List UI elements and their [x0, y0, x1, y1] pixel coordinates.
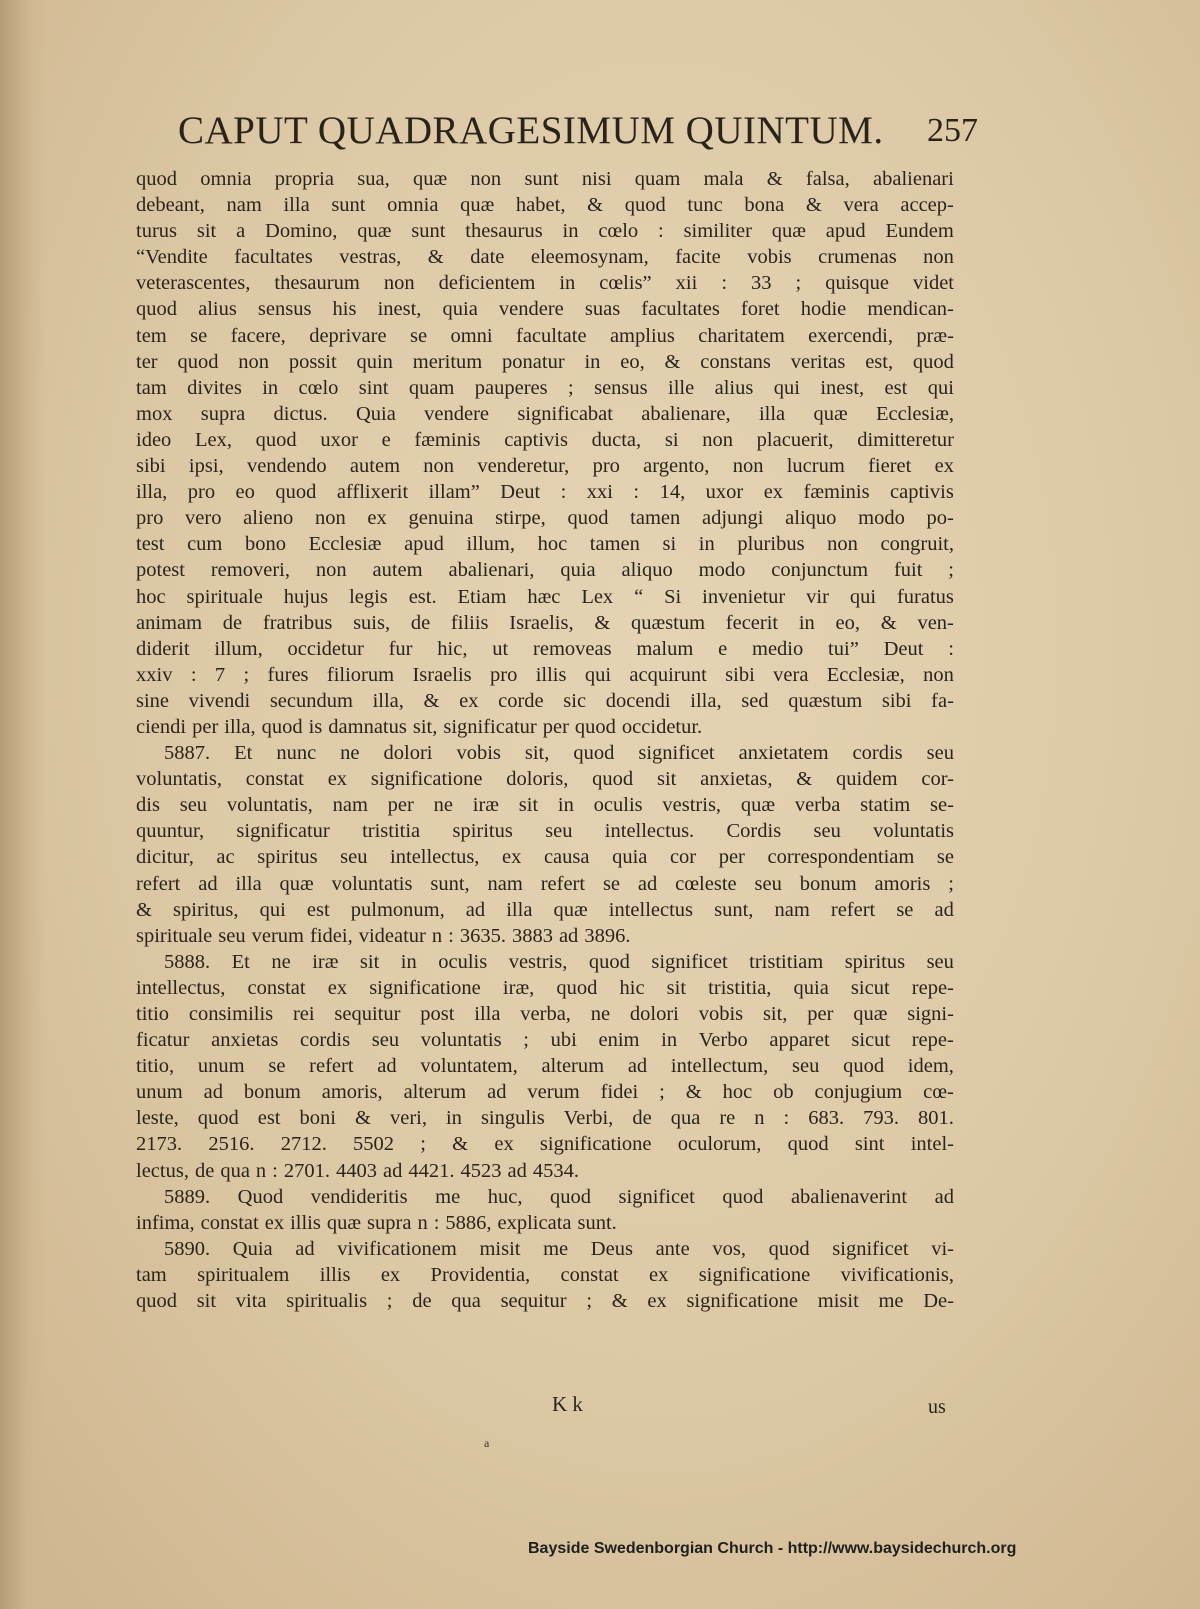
text-line: titio consimilis rei sequitur post illa verba, ne dolori vobis sit, per quæ signi-	[136, 1003, 954, 1025]
text-line: dis seu voluntatis, nam per ne iræ sit in oculis vestris, quæ verba statim se-	[136, 794, 954, 817]
text-line: voluntatis, constat ex significatione doloris, quod sit anxietas, & quidem cor-	[136, 768, 954, 791]
text-line: refert ad illa quæ voluntatis sunt, nam refert se ad cœleste seu bonum amoris ;	[136, 872, 954, 895]
text-line: quod sit vita spiritualis ; de qua sequitur ; & ex significatione misit me De-	[136, 1290, 954, 1313]
text-line: dicitur, ac spiritus seu intellectus, ex causa quia cor per correspondentiam se	[136, 846, 954, 869]
page-number: 257	[927, 112, 978, 149]
text-line: spirituale seu verum fidei, videatur n : 3635. 3883 ad 3896.	[136, 924, 631, 947]
text-line: sibi ipsi, vendendo autem non venderetur, pro argento, non lucrum fieret ex	[136, 455, 954, 478]
source-watermark: Bayside Swedenborgian Church - http://www.baysidechurch.org	[528, 1540, 1017, 1557]
text-line: 5890. Quia ad vivificationem misit me Deus ante vos, quod significet vi-	[164, 1237, 954, 1260]
text-line: hoc spirituale hujus legis est. Etiam hæc Lex “ Si invenietur vir qui furatus	[136, 585, 954, 608]
text-line: “Vendite facultates vestras, & date eleemosynam, facite vobis crumenas non	[136, 246, 954, 269]
printer-mark: a	[484, 1436, 490, 1450]
text-line: diderit illum, occidetur fur hic, ut removeas malum e medio tui” Deut :	[136, 637, 954, 660]
text-line: infima, constat ex illis quæ supra n : 5886, explicata sunt.	[136, 1211, 617, 1234]
signature-mark: K k	[552, 1392, 583, 1416]
text-line: lectus, de qua n : 2701. 4403 ad 4421. 4523 ad 4534.	[136, 1159, 579, 1182]
text-body	[136, 166, 954, 1314]
text-line: titio, unum se refert ad voluntatem, alterum ad intellectum, seu quod idem,	[136, 1055, 954, 1078]
text-line: 5887. Et nunc ne dolori vobis sit, quod significet anxietatem cordis seu	[164, 742, 954, 765]
page-gutter-shadow	[0, 0, 46, 1609]
text-line: quod omnia propria sua, quæ non sunt nisi quam mala & falsa, abalienari	[136, 168, 954, 190]
text-line: ficatur anxietas cordis seu voluntatis ; ubi enim in Verbo apparet sicut repe-	[136, 1029, 954, 1052]
page-title: CAPUT QUADRAGESIMUM QUINTUM.	[178, 109, 884, 152]
running-header	[178, 108, 978, 168]
catchword: us	[928, 1396, 946, 1418]
text-line: quod alius sensus his inest, quia vendere suas facultates foret hodie mendican-	[136, 298, 954, 321]
text-line: leste, quod est boni & veri, in singulis Verbi, de qua re n : 683. 793. 801.	[136, 1107, 954, 1130]
text-line: debeant, nam illa sunt omnia quæ habet, & quod tunc bona & vera accep-	[136, 194, 954, 217]
text-line: unum ad bonum amoris, alterum ad verum fidei ; & hoc ob conjugium cœ-	[136, 1081, 954, 1104]
text-line: veterascentes, thesaurum non deficientem in cœlis” xii : 33 ; quisque videt	[136, 272, 954, 295]
text-line: quuntur, significatur tristitia spiritus seu intellectus. Cordis seu voluntatis	[136, 820, 954, 843]
text-line: animam de fratribus suis, de filiis Israelis, & quæstum fecerit in eo, & ven-	[136, 611, 954, 634]
text-line: ciendi per illa, quod is damnatus sit, significatur per quod occidetur.	[136, 715, 703, 738]
text-line: 5888. Et ne iræ sit in oculis vestris, quod significet tristitiam spiritus seu	[164, 950, 954, 973]
text-line: tam spiritualem illis ex Providentia, constat ex significatione vivificationis,	[136, 1263, 954, 1286]
text-line: 2173. 2516. 2712. 5502 ; & ex significatione oculorum, quod sint intel-	[136, 1133, 954, 1156]
text-line: ter quod non possit quin meritum ponatur in eo, & constans veritas est, quod	[136, 350, 954, 373]
text-line: turus sit a Domino, quæ sunt thesaurus in cœlo : similiter quæ apud Eundem	[136, 220, 954, 243]
text-line: test cum bono Ecclesiæ apud illum, hoc tamen si in pluribus non congruit,	[136, 533, 954, 556]
text-line: tam divites in cœlo sint quam pauperes ; sensus ille alius qui inest, est qui	[136, 376, 954, 399]
text-line: 5889. Quod vendideritis me huc, quod significet quod abalienaverint ad	[164, 1185, 954, 1208]
text-line: sine vivendi secundum illa, & ex corde sic docendi illa, sed quæstum sibi fa-	[136, 689, 954, 712]
text-line: potest removeri, non autem abalienari, quia aliquo modo conjunctum fuit ;	[136, 559, 954, 582]
text-line: illa, pro eo quod afflixerit illam” Deut : xxi : 14, uxor ex fæminis captivis	[136, 481, 954, 504]
text-line: & spiritus, qui est pulmonum, ad illa quæ intellectus sunt, nam refert se ad	[136, 898, 954, 921]
text-line: pro vero alieno non ex genuina stirpe, quod tamen adjungi aliquo modo po-	[136, 507, 954, 530]
text-line: ideo Lex, quod uxor e fæminis captivis ducta, si non placuerit, dimitteretur	[136, 428, 954, 451]
text-line: intellectus, constat ex significatione iræ, quod hic sit tristitia, quia sicut repe-	[136, 976, 954, 999]
text-line: mox supra dictus. Quia vendere significabat abalienare, illa quæ Ecclesiæ,	[136, 402, 954, 425]
text-line: xxiv : 7 ; fures filiorum Israelis pro illis qui acquirunt sibi vera Ecclesiæ, non	[136, 663, 954, 686]
text-line: tem se facere, deprivare se omni facultate amplius charitatem exercendi, præ-	[136, 324, 954, 347]
